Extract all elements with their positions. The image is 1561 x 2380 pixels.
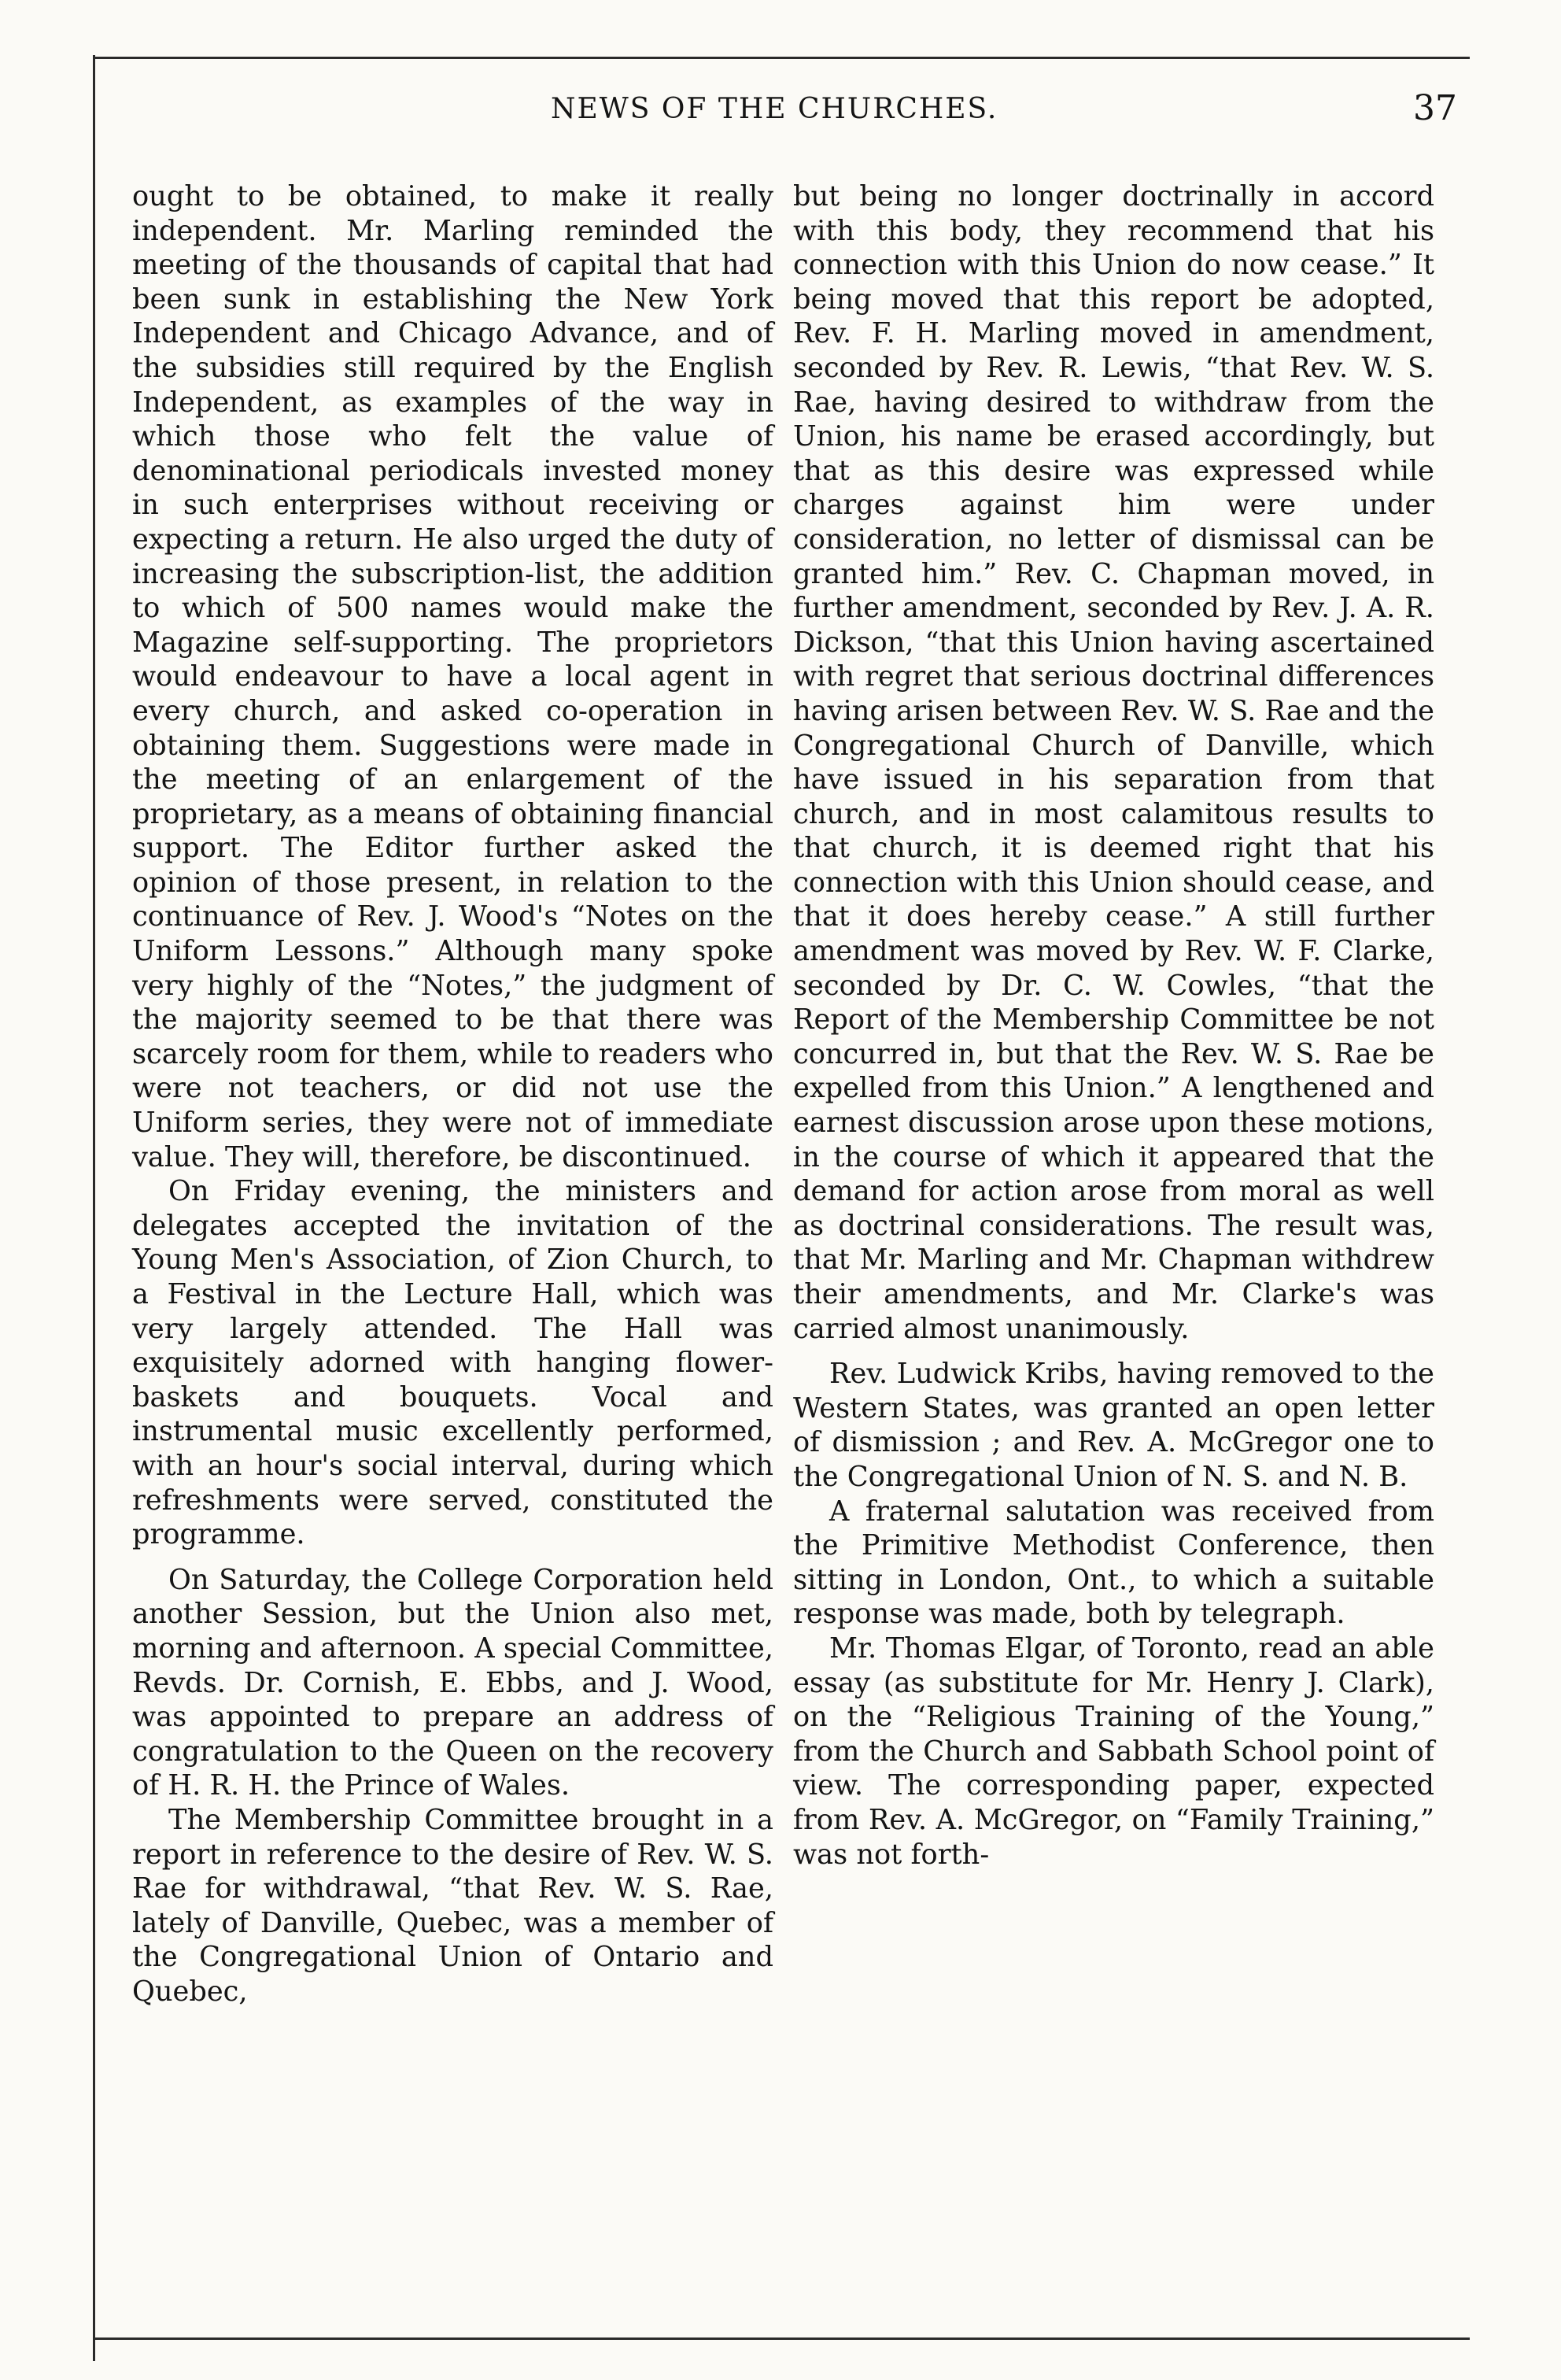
paragraph: On Friday evening, the ministers and delegates accepted the invitation of the Young Men's Association, of Zion Church, to a Festival in the Lecture Hall, which was very largely attended. The Hall was exquisitely adorned with hanging flower-baskets and bouquets. Vocal and instrumental music excellently performed, with an hour's social interval, during which refreshments were served, constituted the programme.: [132, 1175, 773, 1551]
paragraph: Rev. Ludwick Kribs, having removed to the Western States, was granted an open letter of dismission ; and Rev. A. McGregor one to the Congregational Union of N. S. and N. B.: [793, 1358, 1434, 1493]
paragraph: but being no longer doctrinally in accord with this body, they recommend that his connection with this Union do now cease.” It being moved that this report be adopted, Rev. F. H. Marling moved in amendment, seconded by Rev. R. Lewis, “that Rev. W. S. Rae, having desired to withdraw from the Union, his name be erased accordingly, but that as this desire was expressed while charges against him were under consideration, no letter of dismissal can be granted him.” Rev. C. Chapman moved, in further amendment, seconded by Rev. J. A. R. Dickson, “that this Union having ascertained with regret that serious doctrinal differences having arisen between Rev. W. S. Rae and the Congregational Church of Danville, which have issued in his separation from that church, and in most calamitous results to that church, it is deemed right that his connection with this Union should cease, and that it does hereby cease.” A still further amendment was moved by Rev. W. F. Clarke, seconded by Dr. C. W. Cowles, “that the Report of the Membership Committee be not concurred in, but that the Rev. W. S. Rae be expelled from this Union.” A lengthened and earnest discussion arose upon these motions, in the course of which it appeared that the demand for action arose from moral as well as doctrinal considerations. The result was, that Mr. Marling and Mr. Chapman withdrew their amendments, and Mr. Clarke's was carried almost unanimously.: [793, 180, 1434, 1345]
paragraph: On Saturday, the College Corporation held another Session, but the Union also met, morning and afternoon. A special Committee, Revds. Dr. Cornish, E. Ebbs, and J. Wood, was appointed to prepare an address of congratulation to the Queen on the recovery of H. R. H. the Prince of Wales.: [132, 1563, 773, 1802]
right-column: [793, 179, 1434, 1872]
paragraph: Mr. Thomas Elgar, of Toronto, read an able essay (as substitute for Mr. Henry J. Clark), on the “Religious Training of the Young,” from the Church and Sabbath School point of view. The corresponding paper, expected from Rev. A. McGregor, on “Family Training,” was not forth-: [793, 1632, 1434, 1871]
page-number: 37: [1413, 88, 1457, 128]
left-column: [132, 179, 773, 2009]
paragraph: The Membership Committee brought in a report in reference to the desire of Rev. W. S. Rae for withdrawal, “that Rev. W. S. Rae, lately of Danville, Quebec, was a member of the Congregational Union of Ontario and Quebec,: [132, 1803, 773, 2008]
running-title: NEWS OF THE CHURCHES.: [551, 93, 998, 125]
paragraph: A fraternal salutation was received from the Primitive Methodist Conference, then sitting in London, Ont., to which a suitable response was made, both by telegraph.: [793, 1495, 1434, 1631]
footer-rule: [93, 2338, 1470, 2340]
paragraph: ought to be obtained, to make it really independent. Mr. Marling reminded the meeting of the thousands of capital that had been sunk in establishing the New York Independent and Chicago Advance, and of the subsidies still required by the English Independent, as examples of the way in which those who felt the value of denominational periodicals invested money in such enterprises without receiving or expecting a return. He also urged the duty of increasing the subscription-list, the addition to which of 500 names would make the Magazine self-supporting. The proprietors would endeavour to have a local agent in every church, and asked co-operation in obtaining them. Suggestions were made in the meeting of an enlargement of the proprietary, as a means of obtaining financial support. The Editor further asked the opinion of those present, in relation to the continuance of Rev. J. Wood's “Notes on the Uniform Lessons.” Although many spoke very highly of the “Notes,” the judgment of the majority seemed to be that there was scarcely room for them, while to readers who were not teachers, or did not use the Uniform series, they were not of immediate value. They will, therefore, be discontinued.: [132, 180, 773, 1173]
left-margin-rule: [93, 55, 95, 2361]
page-header: [126, 88, 1463, 140]
header-rule: [93, 57, 1470, 59]
